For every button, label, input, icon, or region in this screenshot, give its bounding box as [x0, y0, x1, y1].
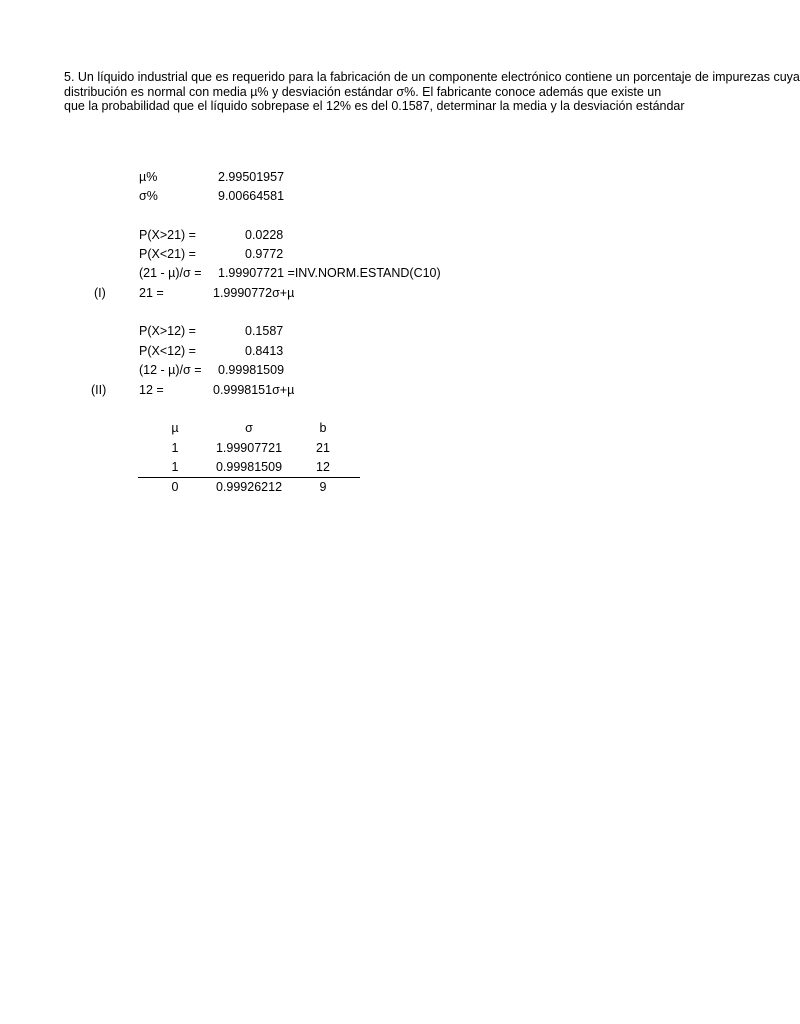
problem-line-3: que la probabilidad que el líquido sobrepase el 12% es del 0.1587, determinar la media y la desviación estándar	[64, 99, 685, 113]
subtraction-rule	[138, 477, 360, 478]
p-greater-21-value: 0.0228	[245, 228, 284, 242]
table-cell: 0.99981509	[215, 460, 283, 474]
p-less-12-label: P(X<12) =	[139, 344, 196, 358]
table-cell: 12	[316, 460, 330, 474]
p-less-12-value: 0.8413	[245, 344, 284, 358]
table-cell: 0.99926212	[215, 480, 283, 494]
table-cell: 0	[171, 480, 179, 494]
equation-two-label: 12 =	[139, 383, 164, 397]
z-12-value: 0.99981509	[218, 363, 285, 377]
table-cell: 9	[319, 480, 327, 494]
table-header-sigma: σ	[245, 421, 253, 435]
table-cell: 1	[171, 441, 179, 455]
mu-value: 2.99501957	[218, 170, 285, 184]
table-header-b: b	[319, 421, 327, 435]
z-12-label: (12 - µ)/σ =	[139, 363, 202, 377]
z-21-value: 1.99907721 =INV.NORM.ESTAND(C10)	[218, 266, 441, 280]
problem-line-1: 5. Un líquido industrial que es requerido para la fabricación de un componente electrónico contiene un porcentaje de impurezas cuya	[64, 70, 800, 84]
table-cell: 1.99907721	[215, 441, 283, 455]
mu-label: µ%	[139, 170, 158, 184]
table-cell: 21	[316, 441, 330, 455]
equation-one-label: 21 =	[139, 286, 164, 300]
equation-two-tag: (II)	[91, 383, 107, 397]
table-cell: 1	[171, 460, 179, 474]
sigma-label: σ%	[139, 189, 158, 203]
p-greater-21-label: P(X>21) =	[139, 228, 196, 242]
equation-one-value: 1.9990772σ+µ	[213, 286, 295, 300]
p-greater-12-value: 0.1587	[245, 324, 284, 338]
equation-one-tag: (I)	[94, 286, 106, 300]
table-header-mu: µ	[171, 421, 179, 435]
sigma-value: 9.00664581	[218, 189, 285, 203]
problem-line-2: distribución es normal con media µ% y desviación estándar σ%. El fabricante conoce además que existe un	[64, 85, 662, 99]
z-21-label: (21 - µ)/σ =	[139, 266, 202, 280]
equation-two-value: 0.9998151σ+µ	[213, 383, 295, 397]
p-greater-12-label: P(X>12) =	[139, 324, 196, 338]
p-less-21-label: P(X<21) =	[139, 247, 196, 261]
p-less-21-value: 0.9772	[245, 247, 284, 261]
